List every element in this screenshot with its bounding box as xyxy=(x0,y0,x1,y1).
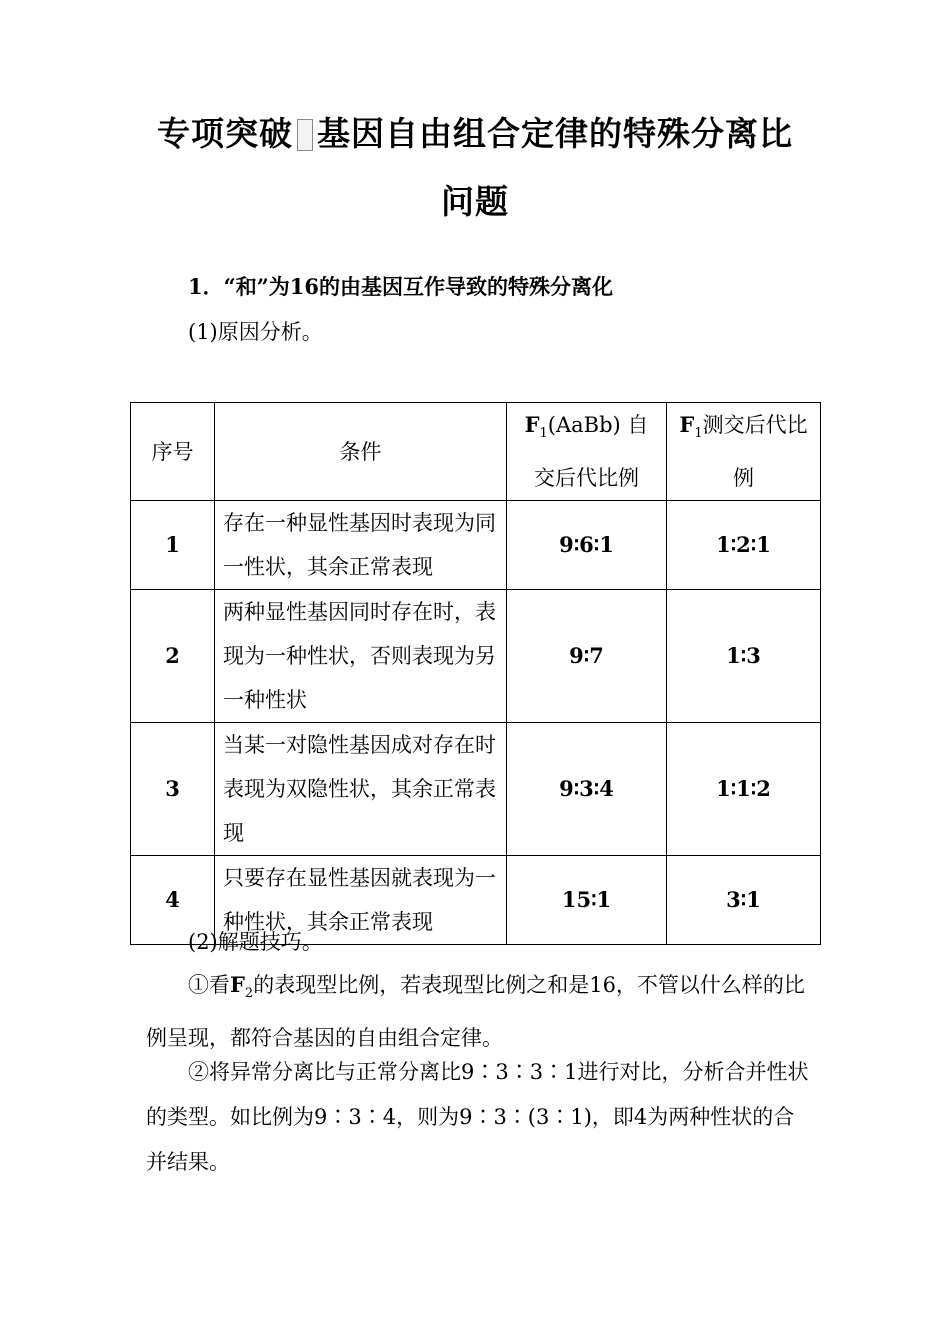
row-index: 3 xyxy=(131,723,215,856)
header-test-F: F xyxy=(679,412,695,437)
row-condition: 只要存在显性基因就表现为一种性状，其余正常表现 xyxy=(215,856,507,945)
row-index: 2 xyxy=(131,590,215,723)
tip1-prefix: ①看 xyxy=(188,973,230,997)
row-condition: 当某一对隐性基因成对存在时表现为双隐性状，其余正常表现 xyxy=(215,723,507,856)
header-self-sub: 1 xyxy=(539,426,548,441)
header-self-F: F xyxy=(524,412,540,437)
table-header-row xyxy=(131,403,821,501)
section-1-heading: 1．“和”为16的由基因互作导致的特殊分离化 xyxy=(188,274,613,299)
sub1-text: (1)原因分析。 xyxy=(188,320,323,344)
row-test-ratio: 3∶1 xyxy=(667,856,821,945)
section-1-subheading xyxy=(188,310,852,355)
tip-2-paragraph: ②将异常分离比与正常分离比9∶3∶3∶1进行对比，分析合并性状的类型。如比例为9∶3∶4，则为9∶3∶(3∶1)，即4为两种性状的合并结果。 xyxy=(146,1060,809,1174)
row-self-ratio: 9∶7 xyxy=(507,590,667,723)
page-title xyxy=(0,108,950,155)
row-index: 4 xyxy=(131,856,215,945)
row-self-ratio: 9∶6∶1 xyxy=(507,501,667,590)
separator-marker xyxy=(297,119,313,151)
tip1-sub: 2 xyxy=(244,986,254,1001)
row-test-ratio: 1∶2∶1 xyxy=(667,501,821,590)
header-self-cross-ratio xyxy=(507,403,667,501)
row-test-ratio: 1∶1∶2 xyxy=(667,723,821,856)
table-row xyxy=(131,590,821,723)
header-test-sub: 1 xyxy=(694,426,703,441)
header-test-rest: 测交后代比例 xyxy=(702,413,808,490)
title-part-1: 专项突破 xyxy=(157,114,293,153)
row-condition: 两种显性基因同时存在时，表现为一种性状，否则表现为另一种性状 xyxy=(215,590,507,723)
header-self-rest: (AaBb) 自交后代比例 xyxy=(534,413,649,490)
table-row xyxy=(131,501,821,590)
tip1-rest: 的表现型比例，若表现型比例之和是16，不管以什么样的比例呈现，都符合基因的自由组合定律。 xyxy=(146,973,805,1050)
row-self-ratio: 9∶3∶4 xyxy=(507,723,667,856)
row-condition: 存在一种显性基因时表现为同一性状，其余正常表现 xyxy=(215,501,507,590)
tip1-F: F xyxy=(230,972,245,997)
header-condition: 条件 xyxy=(215,403,507,501)
title-part-2: 基因自由组合定律的特殊分离比 xyxy=(317,114,793,153)
row-test-ratio: 1∶3 xyxy=(667,590,821,723)
header-index: 序号 xyxy=(131,403,215,501)
table-row xyxy=(131,723,821,856)
page-title-line-2: 问题 xyxy=(441,182,509,221)
tip-1-paragraph xyxy=(146,962,810,1061)
ratio-table xyxy=(130,402,821,945)
row-self-ratio: 15∶1 xyxy=(507,856,667,945)
row-index: 1 xyxy=(131,501,215,590)
header-test-cross-ratio xyxy=(667,403,821,501)
section-2-subheading: (2)解题技巧。 xyxy=(188,930,323,954)
